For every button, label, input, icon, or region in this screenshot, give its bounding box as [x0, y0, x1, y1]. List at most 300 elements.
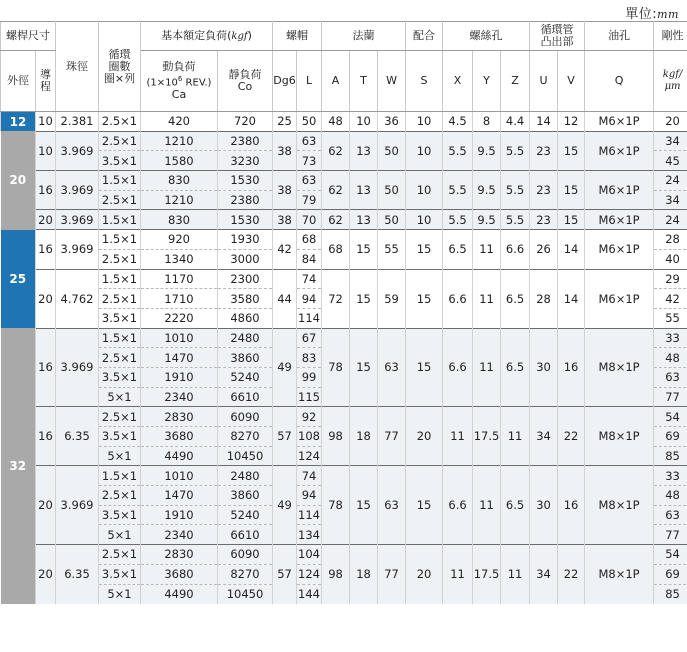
rigidity-cell: 34: [654, 190, 687, 210]
rigidity-cell: 69: [654, 564, 687, 584]
lead-cell: 20: [36, 545, 56, 604]
w-cell: 50: [378, 210, 406, 230]
table-row: [1, 328, 687, 348]
hdr-nut: 螺帽: [273, 22, 322, 51]
l-cell: 74: [297, 269, 322, 289]
ball-cell: 4.762: [56, 269, 99, 328]
dg6-cell: 57: [273, 407, 297, 466]
z-cell: 4.4: [501, 112, 530, 132]
u-cell: 30: [530, 466, 558, 545]
co-cell: 4860: [218, 308, 273, 328]
t-cell: 15: [350, 269, 378, 328]
dg6-cell: 57: [273, 545, 297, 604]
v-cell: 14: [558, 269, 585, 328]
circuit-cell: 3.5×1: [99, 367, 141, 387]
y-cell: 9.5: [473, 131, 501, 170]
lead-cell: 20: [36, 210, 56, 230]
l-cell: 115: [297, 387, 322, 407]
hdr-od: 外徑: [1, 51, 36, 112]
circuit-cell: 5×1: [99, 446, 141, 466]
s-cell: 15: [406, 269, 443, 328]
co-cell: 8270: [218, 427, 273, 447]
circuit-cell: 2.5×1: [99, 407, 141, 427]
v-cell: 15: [558, 210, 585, 230]
l-cell: 94: [297, 486, 322, 506]
co-cell: 5240: [218, 367, 273, 387]
a-cell: 98: [322, 545, 350, 604]
a-cell: 78: [322, 328, 350, 407]
u-cell: 23: [530, 210, 558, 230]
table-row: [1, 131, 687, 151]
rigidity-cell: 77: [654, 387, 687, 407]
hdr-dyn-l2b: REV.): [182, 77, 212, 89]
y-cell: 9.5: [473, 171, 501, 210]
l-cell: 79: [297, 190, 322, 210]
hdr-rigidity-unit: [654, 51, 687, 112]
hdr-return-tube: 循環管 凸出部: [530, 22, 585, 51]
q-cell: M6×1P: [585, 171, 654, 210]
l-cell: 114: [297, 308, 322, 328]
s-cell: 10: [406, 171, 443, 210]
circuit-cell: 2.5×1: [99, 348, 141, 368]
v-cell: 16: [558, 466, 585, 545]
x-cell: 6.6: [443, 466, 473, 545]
a-cell: 48: [322, 112, 350, 132]
co-cell: 6090: [218, 407, 273, 427]
circuit-cell: 1.5×1: [99, 210, 141, 230]
rigidity-cell: 33: [654, 328, 687, 348]
rigidity-cell: 63: [654, 505, 687, 525]
co-cell: 1530: [218, 210, 273, 230]
ca-cell: 2220: [141, 308, 218, 328]
co-cell: 3860: [218, 348, 273, 368]
y-cell: 11: [473, 230, 501, 269]
circuit-cell: 5×1: [99, 584, 141, 604]
lead-cell: 16: [36, 407, 56, 466]
a-cell: 62: [322, 210, 350, 230]
a-cell: 72: [322, 269, 350, 328]
ca-cell: 1470: [141, 486, 218, 506]
circuit-cell: 3.5×1: [99, 151, 141, 171]
t-cell: 18: [350, 407, 378, 466]
hdr-dg6: Dg6: [273, 51, 297, 112]
hdr-w: W: [378, 51, 406, 112]
co-cell: 1530: [218, 171, 273, 191]
rigidity-cell: 24: [654, 210, 687, 230]
z-cell: 11: [501, 407, 530, 466]
co-cell: 2480: [218, 466, 273, 486]
u-cell: 30: [530, 328, 558, 407]
ball-cell: 2.381: [56, 112, 99, 132]
lead-cell: 16: [36, 171, 56, 210]
rigidity-cell: 69: [654, 427, 687, 447]
ca-cell: 4490: [141, 446, 218, 466]
s-cell: 10: [406, 210, 443, 230]
circuit-cell: 2.5×1: [99, 131, 141, 151]
ball-screw-spec-table: [0, 21, 687, 604]
hdr-static-l1: 靜負荷: [228, 68, 262, 81]
hdr-flange: 法蘭: [322, 22, 406, 51]
w-cell: 77: [378, 545, 406, 604]
circuit-cell: 1.5×1: [99, 171, 141, 191]
co-cell: 2380: [218, 131, 273, 151]
u-cell: 14: [530, 112, 558, 132]
circuit-cell: 2.5×1: [99, 289, 141, 309]
z-cell: 5.5: [501, 171, 530, 210]
l-cell: 63: [297, 171, 322, 191]
circuit-cell: 2.5×1: [99, 190, 141, 210]
x-cell: 5.5: [443, 171, 473, 210]
circuit-cell: 3.5×1: [99, 308, 141, 328]
l-cell: 144: [297, 584, 322, 604]
co-cell: 3000: [218, 249, 273, 269]
ca-cell: 3680: [141, 564, 218, 584]
table-body: [1, 112, 687, 604]
x-cell: 4.5: [443, 112, 473, 132]
co-cell: 5240: [218, 505, 273, 525]
z-cell: 5.5: [501, 210, 530, 230]
w-cell: 63: [378, 328, 406, 407]
rigidity-cell: 20: [654, 112, 687, 132]
lead-cell: 10: [36, 112, 56, 132]
dg6-cell: 49: [273, 466, 297, 545]
x-cell: 5.5: [443, 131, 473, 170]
ca-cell: 1170: [141, 269, 218, 289]
y-cell: 11: [473, 466, 501, 545]
rigidity-cell: 42: [654, 289, 687, 309]
hdr-dyn-l2a: (1×10: [146, 77, 178, 89]
circuit-cell: 3.5×1: [99, 564, 141, 584]
v-cell: 22: [558, 407, 585, 466]
q-cell: M6×1P: [585, 210, 654, 230]
z-cell: 6.5: [501, 466, 530, 545]
l-cell: 67: [297, 328, 322, 348]
u-cell: 23: [530, 131, 558, 170]
rigidity-cell: 34: [654, 131, 687, 151]
v-cell: 15: [558, 131, 585, 170]
co-cell: 10450: [218, 584, 273, 604]
s-cell: 10: [406, 131, 443, 170]
ball-cell: 3.969: [56, 210, 99, 230]
hdr-v: V: [558, 51, 585, 112]
rigidity-cell: 29: [654, 269, 687, 289]
rigidity-cell: 33: [654, 466, 687, 486]
rigidity-cell: 40: [654, 249, 687, 269]
y-cell: 9.5: [473, 210, 501, 230]
od-cell: 25: [1, 230, 36, 328]
rigidity-cell: 85: [654, 446, 687, 466]
q-cell: M8×1P: [585, 545, 654, 604]
u-cell: 34: [530, 407, 558, 466]
l-cell: 94: [297, 289, 322, 309]
x-cell: 5.5: [443, 210, 473, 230]
l-cell: 104: [297, 545, 322, 565]
lead-cell: 20: [36, 269, 56, 328]
rigidity-cell: 48: [654, 348, 687, 368]
rigidity-cell: 55: [654, 308, 687, 328]
hdr-rig-u2: μm: [664, 81, 681, 92]
co-cell: 6610: [218, 387, 273, 407]
co-cell: 720: [218, 112, 273, 132]
circuit-cell: 3.5×1: [99, 505, 141, 525]
dg6-cell: 49: [273, 328, 297, 407]
hdr-z: Z: [501, 51, 530, 112]
ball-cell: 3.969: [56, 328, 99, 407]
y-cell: 17.5: [473, 545, 501, 604]
l-cell: 134: [297, 525, 322, 545]
a-cell: 78: [322, 466, 350, 545]
ball-cell: 3.969: [56, 466, 99, 545]
rigidity-cell: 48: [654, 486, 687, 506]
l-cell: 124: [297, 564, 322, 584]
z-cell: 6.5: [501, 328, 530, 407]
circuit-cell: 2.5×1: [99, 112, 141, 132]
rigidity-cell: 77: [654, 525, 687, 545]
circuit-cell: 2.5×1: [99, 545, 141, 565]
od-cell: 32: [1, 328, 36, 604]
v-cell: 16: [558, 328, 585, 407]
hdr-q: Q: [585, 51, 654, 112]
ca-cell: 1340: [141, 249, 218, 269]
ca-cell: 420: [141, 112, 218, 132]
w-cell: 50: [378, 171, 406, 210]
l-cell: 83: [297, 348, 322, 368]
table-row: [1, 407, 687, 427]
ball-cell: 3.969: [56, 230, 99, 269]
lead-cell: 16: [36, 230, 56, 269]
hdr-static-load: [218, 51, 273, 112]
u-cell: 28: [530, 269, 558, 328]
ca-cell: 1910: [141, 505, 218, 525]
hdr-lead: 導 程: [36, 51, 56, 112]
s-cell: 20: [406, 407, 443, 466]
rigidity-cell: 28: [654, 230, 687, 250]
s-cell: 10: [406, 112, 443, 132]
u-cell: 26: [530, 230, 558, 269]
co-cell: 3860: [218, 486, 273, 506]
l-cell: 68: [297, 230, 322, 250]
hdr-ball-dia: 珠徑: [56, 22, 99, 112]
ball-cell: 3.969: [56, 131, 99, 170]
w-cell: 77: [378, 407, 406, 466]
hdr-t: T: [350, 51, 378, 112]
y-cell: 11: [473, 269, 501, 328]
dg6-cell: 38: [273, 131, 297, 170]
ca-cell: 2340: [141, 525, 218, 545]
co-cell: 3580: [218, 289, 273, 309]
ca-cell: 1470: [141, 348, 218, 368]
hdr-dyn-l1: 動負荷: [162, 59, 196, 73]
co-cell: 2300: [218, 269, 273, 289]
table-header: [1, 22, 687, 112]
co-cell: 1930: [218, 230, 273, 250]
y-cell: 11: [473, 328, 501, 407]
co-cell: 6610: [218, 525, 273, 545]
hdr-circuit: 循環 圈數 圈×列: [99, 22, 141, 112]
rigidity-cell: 24: [654, 171, 687, 191]
hdr-oil-hole: 油孔: [585, 22, 654, 51]
table-row: [1, 210, 687, 230]
t-cell: 18: [350, 545, 378, 604]
l-cell: 99: [297, 367, 322, 387]
l-cell: 92: [297, 407, 322, 427]
rigidity-cell: 45: [654, 151, 687, 171]
co-cell: 10450: [218, 446, 273, 466]
lead-cell: 10: [36, 131, 56, 170]
l-cell: 73: [297, 151, 322, 171]
circuit-cell: 5×1: [99, 387, 141, 407]
l-cell: 114: [297, 505, 322, 525]
ca-cell: 1010: [141, 328, 218, 348]
l-cell: 84: [297, 249, 322, 269]
hdr-screw-size: 螺桿尺寸: [1, 22, 56, 51]
v-cell: 12: [558, 112, 585, 132]
t-cell: 15: [350, 466, 378, 545]
hdr-s: S: [406, 51, 443, 112]
t-cell: 15: [350, 328, 378, 407]
ca-cell: 1710: [141, 289, 218, 309]
dg6-cell: 25: [273, 112, 297, 132]
circuit-cell: 2.5×1: [99, 249, 141, 269]
s-cell: 15: [406, 466, 443, 545]
a-cell: 68: [322, 230, 350, 269]
x-cell: 6.6: [443, 269, 473, 328]
dg6-cell: 44: [273, 269, 297, 328]
circuit-cell: 5×1: [99, 525, 141, 545]
x-cell: 6.6: [443, 328, 473, 407]
circuit-cell: 3.5×1: [99, 427, 141, 447]
co-cell: 8270: [218, 564, 273, 584]
y-cell: 17.5: [473, 407, 501, 466]
v-cell: 22: [558, 545, 585, 604]
table-row: [1, 269, 687, 289]
dg6-cell: 38: [273, 210, 297, 230]
hdr-static-l2: Co: [237, 80, 253, 93]
rigidity-cell: 85: [654, 584, 687, 604]
table-row: [1, 112, 687, 132]
hdr-basic-load: [141, 22, 273, 51]
hdr-u: U: [530, 51, 558, 112]
ca-cell: 1010: [141, 466, 218, 486]
lead-cell: 20: [36, 466, 56, 545]
a-cell: 62: [322, 171, 350, 210]
hdr-a: A: [322, 51, 350, 112]
ball-cell: 6.35: [56, 407, 99, 466]
w-cell: 50: [378, 131, 406, 170]
ca-cell: 830: [141, 171, 218, 191]
ca-cell: 1210: [141, 131, 218, 151]
unit-label: [625, 3, 679, 22]
ca-cell: 1210: [141, 190, 218, 210]
v-cell: 15: [558, 171, 585, 210]
dg6-cell: 42: [273, 230, 297, 269]
w-cell: 59: [378, 269, 406, 328]
ca-cell: 2340: [141, 387, 218, 407]
hdr-rig-u1: kgf/: [662, 69, 683, 80]
t-cell: 13: [350, 131, 378, 170]
u-cell: 23: [530, 171, 558, 210]
co-cell: 2380: [218, 190, 273, 210]
table-row: [1, 230, 687, 250]
hdr-rigidity: 剛性: [654, 22, 687, 51]
a-cell: 62: [322, 131, 350, 170]
ca-cell: 830: [141, 210, 218, 230]
s-cell: 15: [406, 230, 443, 269]
hdr-basic-load-close: ): [247, 28, 252, 42]
rigidity-cell: 54: [654, 545, 687, 565]
z-cell: 6.6: [501, 230, 530, 269]
circuit-cell: 1.5×1: [99, 230, 141, 250]
table-row: [1, 171, 687, 191]
od-cell: 12: [1, 112, 36, 132]
t-cell: 13: [350, 210, 378, 230]
ca-cell: 2830: [141, 545, 218, 565]
circuit-cell: 1.5×1: [99, 466, 141, 486]
x-cell: 11: [443, 545, 473, 604]
co-cell: 2480: [218, 328, 273, 348]
l-cell: 70: [297, 210, 322, 230]
ca-cell: 4490: [141, 584, 218, 604]
w-cell: 36: [378, 112, 406, 132]
v-cell: 14: [558, 230, 585, 269]
od-cell: 20: [1, 131, 36, 229]
z-cell: 6.5: [501, 269, 530, 328]
hdr-l: L: [297, 51, 322, 112]
t-cell: 15: [350, 230, 378, 269]
hdr-fit: 配合: [406, 22, 443, 51]
q-cell: M6×1P: [585, 269, 654, 328]
co-cell: 6090: [218, 545, 273, 565]
hdr-basic-load-kgf: kgf: [231, 30, 248, 42]
hdr-dyn-l2: [141, 73, 217, 89]
table-row: [1, 545, 687, 565]
table-row: [1, 466, 687, 486]
l-cell: 74: [297, 466, 322, 486]
unit-mm: mm: [657, 8, 679, 21]
circuit-cell: 1.5×1: [99, 269, 141, 289]
x-cell: 11: [443, 407, 473, 466]
hdr-y: Y: [473, 51, 501, 112]
circuit-cell: 1.5×1: [99, 328, 141, 348]
q-cell: M6×1P: [585, 230, 654, 269]
t-cell: 13: [350, 171, 378, 210]
ca-cell: 1910: [141, 367, 218, 387]
rigidity-cell: 54: [654, 407, 687, 427]
l-cell: 124: [297, 446, 322, 466]
hdr-bolt-hole: 螺絲孔: [443, 22, 530, 51]
ball-cell: 6.35: [56, 545, 99, 604]
z-cell: 5.5: [501, 131, 530, 170]
co-cell: 3230: [218, 151, 273, 171]
rigidity-cell: 63: [654, 367, 687, 387]
ca-cell: 1580: [141, 151, 218, 171]
l-cell: 63: [297, 131, 322, 151]
hdr-x: X: [443, 51, 473, 112]
t-cell: 10: [350, 112, 378, 132]
x-cell: 6.5: [443, 230, 473, 269]
dg6-cell: 38: [273, 171, 297, 210]
q-cell: M8×1P: [585, 466, 654, 545]
u-cell: 34: [530, 545, 558, 604]
y-cell: 8: [473, 112, 501, 132]
q-cell: M8×1P: [585, 407, 654, 466]
s-cell: 20: [406, 545, 443, 604]
s-cell: 15: [406, 328, 443, 407]
hdr-dynamic-load: [141, 51, 218, 112]
ca-cell: 2830: [141, 407, 218, 427]
hdr-basic-load-text: 基本額定負荷(: [161, 28, 232, 42]
circuit-cell: 2.5×1: [99, 486, 141, 506]
